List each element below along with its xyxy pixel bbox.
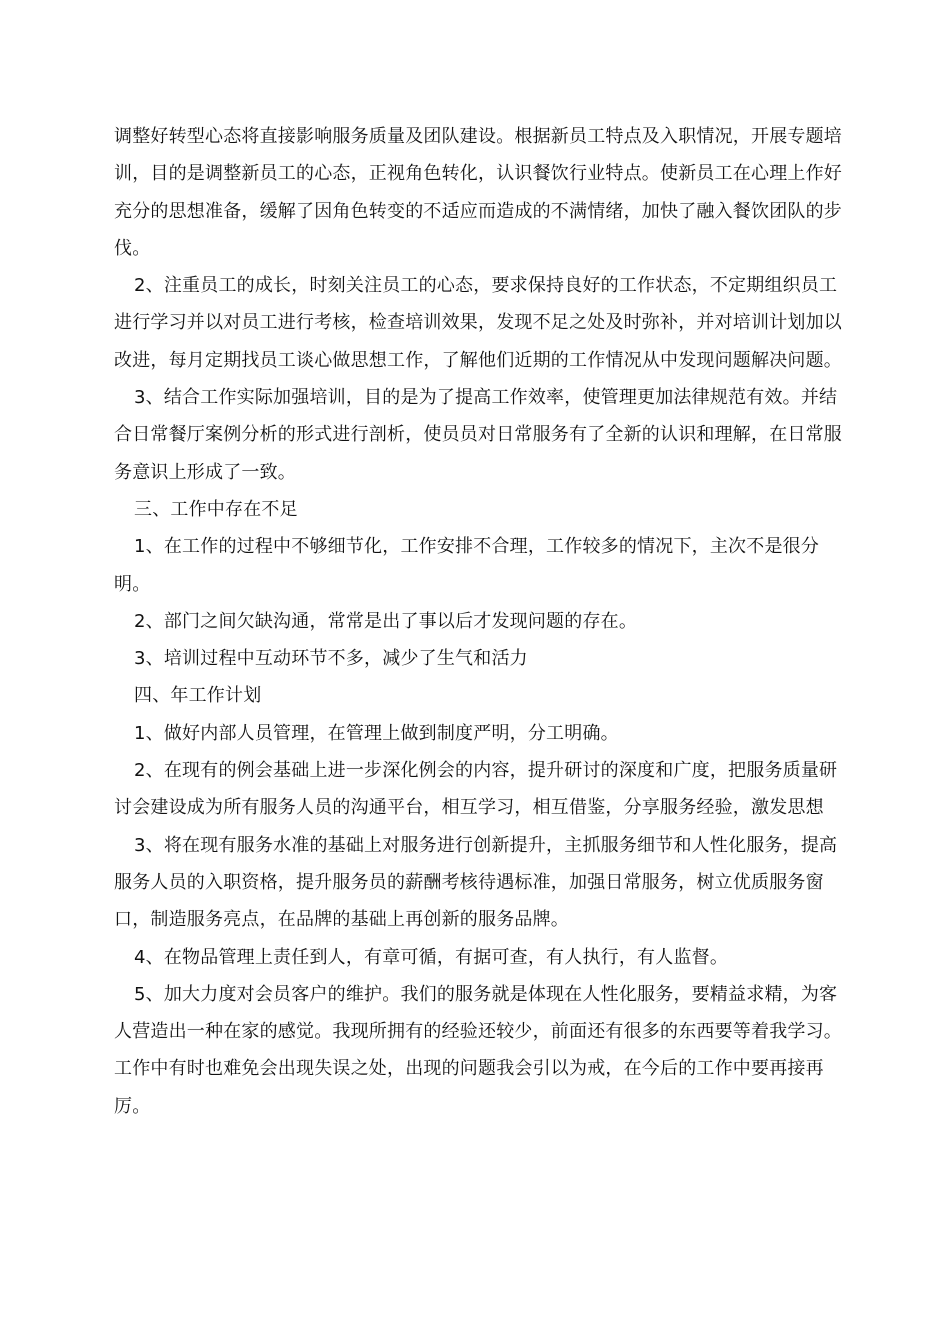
section-heading-shortcomings: 三、工作中存在不足: [134, 498, 298, 520]
paragraph-plan-4: 4、在物品管理上责任到人，有章可循，有据可查，有人执行，有人监督。: [134, 946, 729, 968]
document-body: [114, 118, 849, 1125]
paragraph-plan-3: 3、将在现有服务水准的基础上对服务进行创新提升，主抓服务细节和人性化服务，提高服务人员的入职资格，提升服务员的薪酬考核待遇标准，加强日常服务，树立优质服务窗口，制造服务亮点，在品牌的基础上再创新的服务品牌。: [114, 834, 838, 931]
section-heading-plan: 四、年工作计划: [134, 685, 262, 707]
paragraph-plan-1: 1、做好内部人员管理，在管理上做到制度严明，分工明确。: [134, 722, 619, 744]
paragraph-shortcoming-2: 2、部门之间欠缺沟通，常常是出了事以后才发现问题的存在。: [134, 610, 638, 632]
paragraph-item-3-training: 3、结合工作实际加强培训，目的是为了提高工作效率，使管理更加法律规范有效。并结合日常餐厅案例分析的形式进行剖析，使员员对日常服务有了全新的认识和理解，在日常服务意识上形成了一致。: [114, 387, 842, 483]
paragraph-plan-2: 2、在现有的例会基础上进一步深化例会的内容，提升研讨的深度和广度，把服务质量研讨会建设成为所有服务人员的沟通平台，相互学习，相互借鉴，分享服务经验，激发思想: [114, 760, 838, 819]
paragraph-shortcoming-1: 1、在工作的过程中不够细节化，工作安排不合理，工作较多的情况下，主次不是很分明。: [114, 536, 820, 595]
paragraph-plan-5: 5、加大力度对会员客户的维护。我们的服务就是体现在人性化服务，要精益求精，为客人营造出一种在家的感觉。我现所拥有的经验还较少，前面还有很多的东西要等着我学习。工作中有时也难免会出现失误之处，出现的问题我会引以为戒，在今后的工作中要再接再厉。: [114, 983, 842, 1117]
paragraph-item-2-growth: 2、注重员工的成长，时刻关注员工的心态，要求保持良好的工作状态，不定期组织员工进行学习并以对员工进行考核，检查培训效果，发现不足之处及时弥补，并对培训计划加以改进，每月定期找员工谈心做思想工作，了解他们近期的工作情况从中发现问题解决问题。: [114, 275, 842, 371]
paragraph-intro: 调整好转型心态将直接影响服务质量及团队建设。根据新员工特点及入职情况，开展专题培训，目的是调整新员工的心态，正视角色转化，认识餐饮行业特点。使新员工在心理上作好充分的思想准备，缓解了因角色转变的不适应而造成的不满情绪，加快了融入餐饮团队的步伐。: [114, 126, 842, 259]
paragraph-shortcoming-3: 3、培训过程中互动环节不多，减少了生气和活力: [134, 648, 528, 670]
